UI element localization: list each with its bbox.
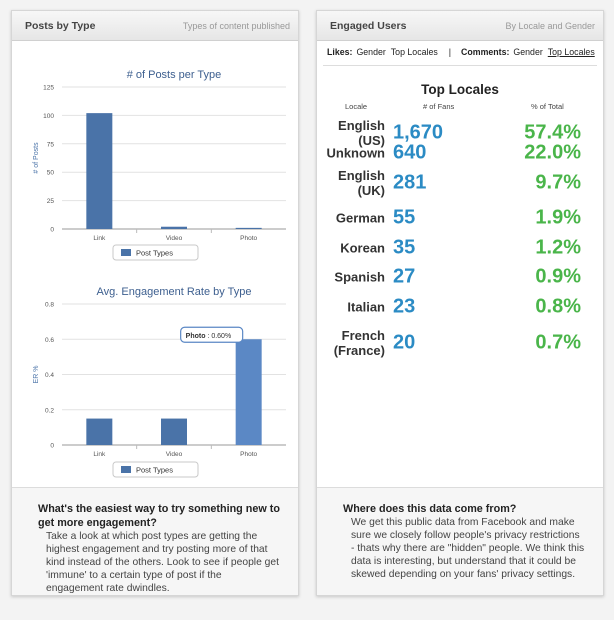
locale-name: French (France) bbox=[333, 328, 385, 358]
likes-label: Likes: bbox=[327, 47, 353, 57]
y-axis-label: # of Posts bbox=[33, 142, 40, 174]
locale-row bbox=[317, 265, 603, 289]
pct-column-header: % of Total bbox=[531, 102, 564, 111]
posts-footer-answer: Take a look at which post types are getting the highest engagement and try posting more of that kind instead of the others. Look to see if people get 'immune' to a certain type of post if the engagement rate dwindles. bbox=[46, 531, 279, 594]
bar bbox=[161, 227, 187, 229]
locale-pct: 0.9% bbox=[535, 265, 581, 288]
bar bbox=[236, 339, 262, 445]
posts-footer-question: What's the easiest way to try something new to get more engagement? bbox=[38, 503, 280, 529]
engagement-rate-chart bbox=[12, 271, 298, 481]
locale-pct: 57.4% bbox=[524, 121, 581, 144]
locale-fans: 27 bbox=[393, 265, 416, 288]
y-tick-label: 0 bbox=[50, 226, 54, 234]
likes-top-locales-link[interactable]: Top Locales bbox=[390, 47, 438, 57]
users-footer-answer: We get this public data from Facebook and make sure we closely follow people's privacy restrictions - thats why there are "hidden" people. We think this data is interesting, but understand that it could be skewed depending on your fans' privacy settings. bbox=[351, 517, 585, 580]
bar bbox=[86, 419, 112, 445]
locale-fans: 55 bbox=[393, 206, 416, 229]
tooltip-text bbox=[186, 333, 232, 340]
x-tick-label: Link bbox=[93, 451, 106, 458]
engagement-rate-svg bbox=[12, 271, 298, 481]
y-tick-label: 100 bbox=[43, 112, 54, 120]
x-tick-label: Photo bbox=[240, 451, 258, 458]
locale-pct: 22.0% bbox=[524, 141, 581, 164]
y-tick-label: 0.4 bbox=[44, 372, 54, 379]
locale-name: Korean bbox=[340, 240, 385, 256]
comments-gender-link[interactable]: Gender bbox=[513, 47, 543, 57]
locale-fans: 1,670 bbox=[393, 121, 444, 144]
locale-column-header: Locale bbox=[345, 102, 368, 111]
y-tick-label: 0.2 bbox=[44, 407, 54, 415]
y-tick-label: 0.6 bbox=[44, 336, 54, 344]
locale-name: English (US) bbox=[338, 118, 385, 148]
locale-name: Italian bbox=[347, 299, 385, 315]
y-tick-label: 0 bbox=[50, 442, 54, 450]
posts-by-type-panel bbox=[11, 10, 299, 596]
locale-row bbox=[317, 167, 603, 199]
bar bbox=[236, 228, 262, 229]
locale-pct: 0.7% bbox=[535, 331, 581, 354]
likes-gender-link[interactable]: Gender bbox=[356, 47, 386, 57]
posts-panel-header bbox=[12, 11, 298, 41]
locale-name: Spanish bbox=[334, 269, 385, 285]
filter-divider bbox=[323, 65, 597, 66]
top-locales-title: Top Locales bbox=[421, 82, 499, 97]
y-tick-label: 75 bbox=[46, 141, 54, 149]
users-panel-footer bbox=[317, 487, 603, 595]
posts-panel-title: Posts by Type bbox=[25, 19, 96, 32]
locale-filter-bar bbox=[327, 47, 595, 57]
locale-fans: 23 bbox=[393, 295, 416, 318]
engaged-users-panel bbox=[316, 10, 604, 596]
locale-row bbox=[317, 295, 603, 319]
locale-pct: 9.7% bbox=[535, 171, 581, 194]
locale-name: Unknown bbox=[326, 145, 385, 161]
posts-per-type-chart bbox=[12, 51, 298, 271]
chart-title: # of Posts per Type bbox=[126, 69, 222, 81]
top-locales-header bbox=[317, 102, 603, 112]
locale-row bbox=[317, 141, 603, 165]
locale-fans: 281 bbox=[393, 171, 427, 194]
comments-top-locales-link[interactable]: Top Locales bbox=[547, 47, 595, 57]
legend-label: Post Types bbox=[136, 465, 173, 475]
users-panel-subtitle: By Locale and Gender bbox=[505, 20, 595, 31]
filter-separator: | bbox=[448, 47, 452, 57]
y-axis-label: ER % bbox=[33, 365, 40, 384]
locale-row bbox=[317, 325, 603, 361]
legend-swatch bbox=[121, 249, 131, 256]
posts-per-type-svg bbox=[12, 51, 298, 271]
x-tick-label: Photo bbox=[240, 235, 258, 242]
x-tick-label: Link bbox=[93, 235, 106, 242]
tooltip-label: Photo bbox=[185, 332, 206, 340]
y-tick-label: 50 bbox=[46, 169, 54, 177]
locale-row bbox=[317, 236, 603, 260]
bar bbox=[86, 113, 112, 229]
locale-fans: 20 bbox=[393, 331, 416, 354]
locale-pct: 1.9% bbox=[535, 206, 581, 229]
bar bbox=[161, 419, 187, 445]
legend-label: Post Types bbox=[136, 248, 173, 258]
y-tick-label: 25 bbox=[46, 198, 54, 206]
chart-title: Avg. Engagement Rate by Type bbox=[96, 286, 252, 298]
locale-pct: 0.8% bbox=[535, 295, 581, 318]
locale-row bbox=[317, 206, 603, 230]
locale-pct: 1.2% bbox=[535, 236, 581, 259]
x-tick-label: Video bbox=[165, 451, 183, 458]
y-tick-label: 0.8 bbox=[44, 301, 54, 309]
posts-panel-footer bbox=[12, 487, 298, 595]
locale-fans: 35 bbox=[393, 236, 416, 259]
posts-panel-subtitle: Types of content published bbox=[182, 20, 290, 31]
comments-label: Comments: bbox=[461, 47, 510, 57]
legend-swatch bbox=[121, 466, 131, 473]
users-panel-header bbox=[317, 11, 603, 41]
x-tick-label: Video bbox=[165, 235, 183, 242]
y-tick-label: 125 bbox=[43, 84, 54, 92]
locale-fans: 640 bbox=[393, 141, 427, 164]
users-footer-question: Where does this data come from? bbox=[343, 503, 517, 515]
users-panel-title: Engaged Users bbox=[330, 19, 407, 32]
fans-column-header: # of Fans bbox=[423, 102, 455, 111]
locale-name: German bbox=[335, 210, 385, 226]
tooltip-value: : 0.60% bbox=[205, 332, 232, 340]
locale-name: English (UK) bbox=[338, 168, 385, 198]
